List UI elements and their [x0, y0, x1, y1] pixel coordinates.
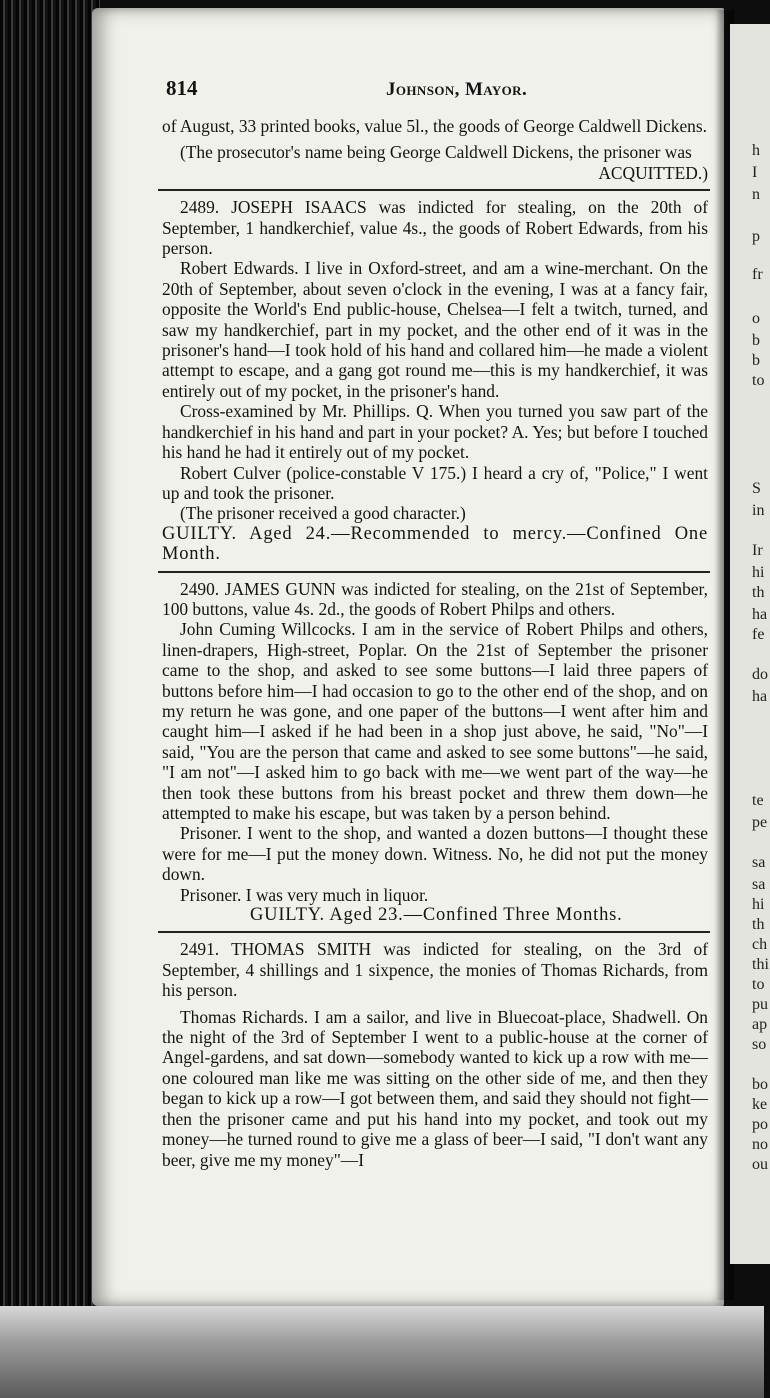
facing-fragment: b	[752, 332, 760, 349]
facing-fragment: no	[752, 1136, 768, 1153]
facing-fragment: S	[752, 480, 761, 497]
facing-fragment: hi	[752, 896, 765, 913]
running-head	[162, 78, 708, 110]
facing-fragment: to	[752, 372, 765, 389]
facing-fragment: thi	[752, 956, 769, 973]
facing-fragment: so	[752, 1036, 767, 1053]
verdict: GUILTY. Aged 24.—Recommended to mercy.—Confined One Month.	[162, 523, 708, 565]
case-heading: 2490. JAMES GUNN was indicted for stealing, on the 21st of September, 100 buttons, value 4s. 2d., the goods of Robert Philps and others.	[162, 578, 708, 619]
facing-fragment: to	[752, 976, 765, 993]
testimony: John Cuming Willcocks. I am in the service of Robert Philps and others, linen-drapers, High-street, Poplar. On the 21st of September the prisoner came to the shop, and asked to see some buttons—I laid three papers of buttons before him—I had occasion to go to the other end of the shop, and on my return he was gone, and one paper of the buttons—I went after him and caught him—I asked if he had been in a shop just above, he said, "No"—I said, "You are the person that came and asked to see some buttons"—he said, "I am not"—I asked him to go back with me—we went part of the way—he then took these buttons from his breast pocket and threw them down—he attempted to make his escape, but was taken by a person behind.	[162, 619, 708, 823]
facing-fragment: th	[752, 584, 765, 601]
prisoner-statement: Prisoner. I was very much in liquor.	[180, 884, 429, 905]
facing-fragment: ch	[752, 936, 768, 953]
case-note: (The prisoner received a good character.)	[180, 503, 466, 524]
facing-fragment: do	[752, 666, 768, 683]
cross-examination: Cross-examined by Mr. Phillips. Q. When you turned you saw part of the handkerchief in his hand and part in your pocket? A. Yes; but before I touched his hand he had it entirely out of my pocket.	[162, 401, 708, 463]
case-note: (The prosecutor's name being George Caldwell Dickens, the prisoner was	[180, 142, 692, 163]
case-heading: 2491. THOMAS SMITH was indicted for stealing, on the 3rd of September, 4 shillings and 1 sixpence, the monies of Thomas Richards, from his person.	[162, 939, 708, 1001]
facing-fragment: in	[752, 502, 765, 519]
facing-fragment: h	[752, 142, 760, 159]
facing-fragment: sa	[752, 876, 766, 893]
facing-fragment: o	[752, 310, 760, 327]
facing-fragment: I	[752, 164, 758, 181]
facing-fragment: Ir	[752, 542, 763, 559]
testimony: Thomas Richards. I am a sailor, and live in Bluecoat-place, Shadwell. On the night of the 3rd of September I went to a public-house at the corner of Angel-gardens, and sat down—somebody wanted to kick up a row with me—one coloured man like me was sitting on the other side of me, and then they began to kick up a row—I got between them, and said they should not fight—then the prisoner came and put his hand into my pocket, and took out my money—he turned round to give me a glass of beer—I said, "I don't want any beer, give me my money"—I	[162, 1006, 708, 1170]
facing-fragment: bo	[752, 1076, 768, 1093]
case-divider	[158, 931, 710, 933]
facing-fragment: po	[752, 1116, 768, 1133]
prisoner-statement: Prisoner. I went to the shop, and wanted a dozen buttons—I thought these were for me—I put the money down. Witness. No, he did not put the money down.	[162, 823, 708, 885]
page-text	[162, 78, 708, 1170]
verdict: ACQUITTED.)	[598, 162, 708, 183]
running-title: Johnson, Mayor.	[386, 79, 528, 100]
case-divider	[158, 189, 710, 191]
case-heading: 2489. JOSEPH ISAACS was indicted for stealing, on the 20th of September, 1 handkerchief, value 4s., the goods of Robert Edwards, from his person.	[162, 197, 708, 259]
facing-fragment: pu	[752, 996, 768, 1013]
page-number: 814	[166, 76, 198, 100]
facing-fragment: ou	[752, 1156, 768, 1173]
case-continuation: of August, 33 printed books, value 5l., the goods of George Caldwell Dickens.	[162, 116, 707, 136]
facing-fragment: fe	[752, 626, 765, 643]
facing-page-strip	[730, 24, 770, 1264]
facing-fragment: th	[752, 916, 765, 933]
facing-fragment: ha	[752, 606, 768, 623]
case-divider	[158, 571, 710, 573]
facing-fragment: p	[752, 228, 760, 245]
facing-fragment: b	[752, 352, 760, 369]
book-page-edges	[0, 0, 100, 1320]
verdict: GUILTY. Aged 23.—Confined Three Months.	[250, 905, 623, 926]
facing-fragment: fr	[752, 266, 763, 283]
testimony: Robert Culver (police-constable V 175.) I heard a cry of, "Police," I went up and took the prisoner.	[162, 462, 708, 503]
scan-bottom-margin	[0, 1306, 764, 1398]
facing-fragment: n	[752, 186, 760, 203]
facing-fragment: hi	[752, 564, 765, 581]
facing-fragment: sa	[752, 854, 766, 871]
facing-fragment: pe	[752, 814, 768, 831]
testimony: Robert Edwards. I live in Oxford-street, and am a wine-merchant. On the 20th of September, about seven o'clock in the evening, I was at a fancy fair, opposite the World's End public-house, Chelsea—I felt a twitch, turned, and saw my handkerchief, part in my pocket, and the other end of it was in the prisoner's hand—I took hold of his hand and collared him—he made a violent attempt to escape, and a gang got round me—this is my handkerchief, it was entirely out of my pocket, in the prisoner's hand.	[162, 258, 708, 401]
facing-fragment: ap	[752, 1016, 768, 1033]
facing-fragment: ha	[752, 688, 768, 705]
facing-fragment: ke	[752, 1096, 768, 1113]
facing-fragment: te	[752, 792, 764, 809]
